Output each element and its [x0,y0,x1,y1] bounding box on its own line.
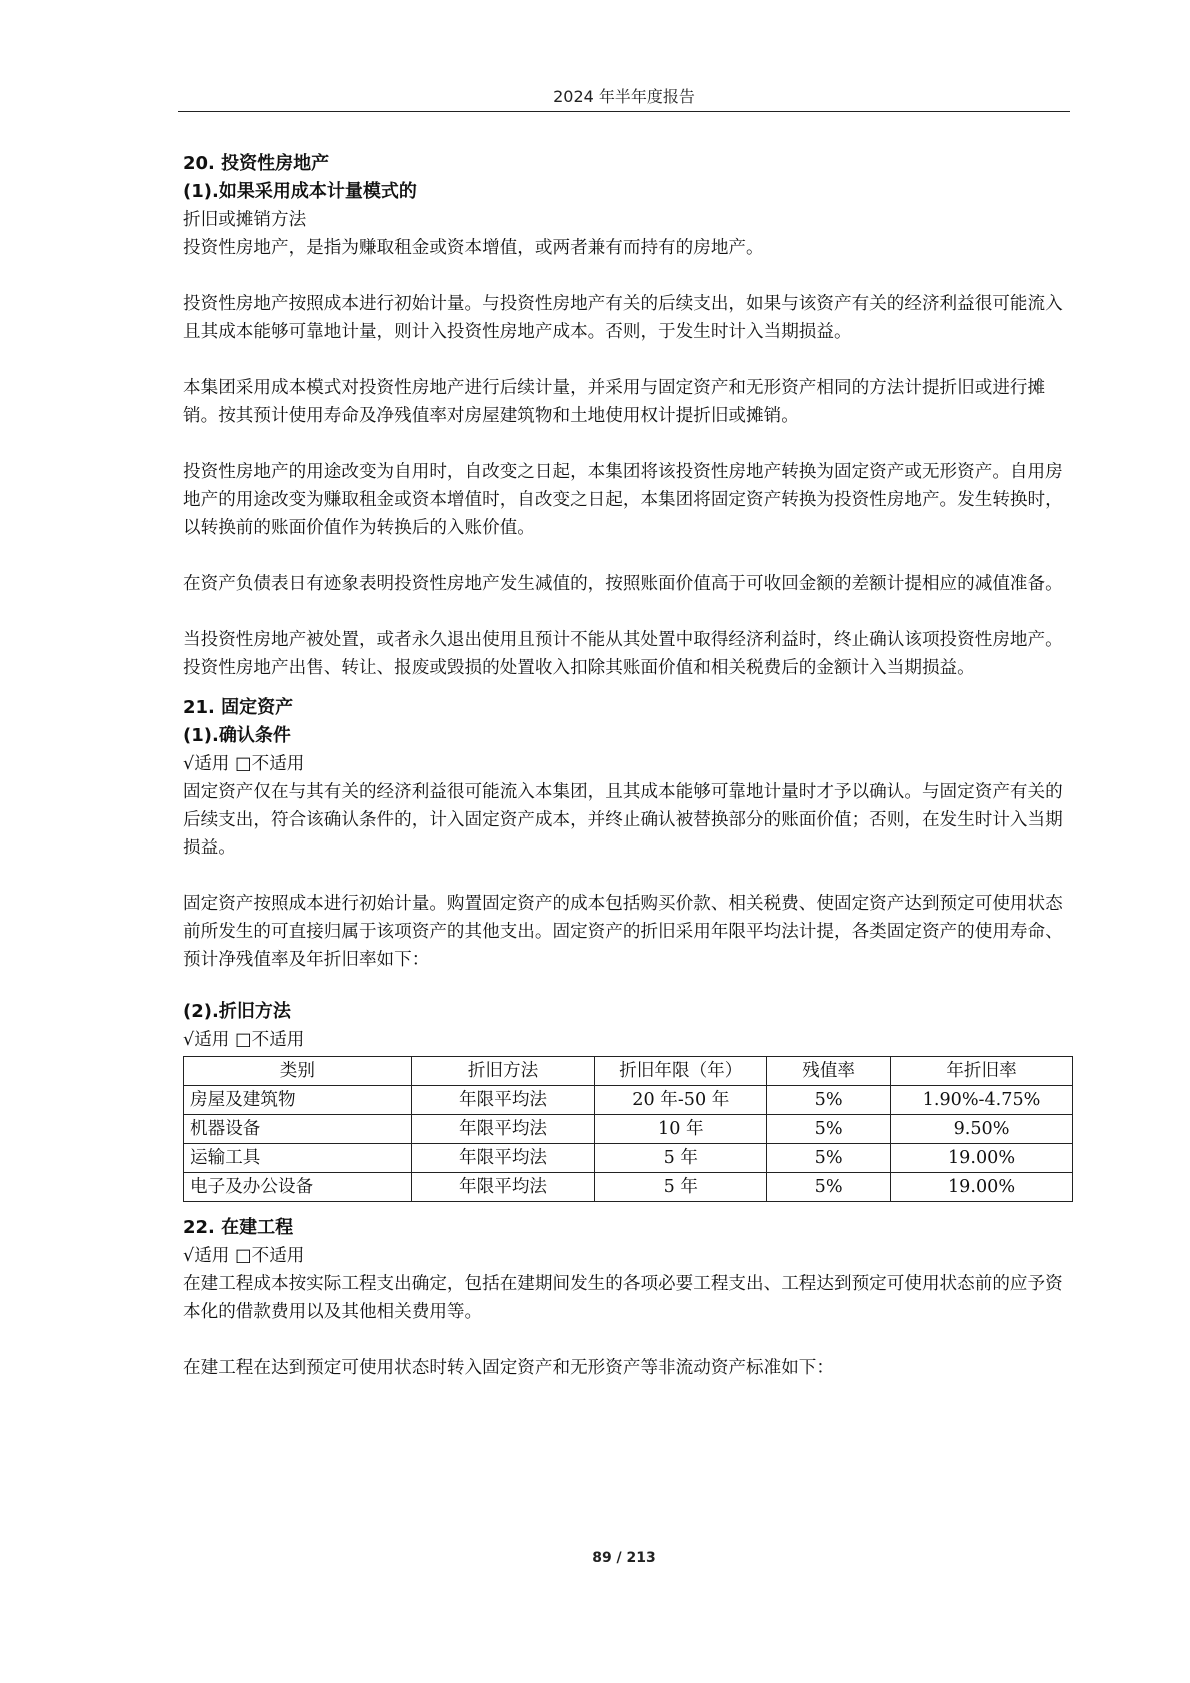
cell-residual: 5% [767,1086,891,1115]
page-content [183,150,1073,1382]
table-row [184,1115,1073,1144]
cell-method: 年限平均法 [411,1115,595,1144]
cell-rate: 9.50% [891,1115,1073,1144]
s20-paragraph-4: 投资性房地产的用途改变为自用时，自改变之日起，本集团将该投资性房地产转换为固定资产或无形资产。自用房地产的用途改变为赚取租金或资本增值时，自改变之日起，本集团将固定资产转换为投资性房地产。发生转换时，以转换前的账面价值作为转换后的入账价值。 [183,462,1063,538]
table-row [184,1173,1073,1202]
section-21-heading: 21. 固定资产 [183,697,294,718]
cell-rate: 19.00% [891,1144,1073,1173]
header-years: 折旧年限（年） [595,1057,767,1086]
applicable-check-1: √适用 □不适用 [183,754,305,774]
cell-method: 年限平均法 [411,1086,595,1115]
s22-paragraph-1: 在建工程成本按实际工程支出确定，包括在建期间发生的各项必要工程支出、工程达到预定可使用状态前的应予资本化的借款费用以及其他相关费用等。 [183,1274,1063,1322]
method-label: 折旧或摊销方法 [183,210,307,230]
cell-rate: 1.90%-4.75% [891,1086,1073,1115]
table-row [184,1086,1073,1115]
section-21-sub2: (2).折旧方法 [183,1001,291,1022]
header-residual: 残值率 [767,1057,891,1086]
page-number: 89 / 213 [592,1550,656,1566]
cell-category: 机器设备 [184,1115,412,1144]
s21-paragraph-2: 固定资产按照成本进行初始计量。购置固定资产的成本包括购买价款、相关税费、使固定资产达到预定可使用状态前所发生的可直接归属于该项资产的其他支出。固定资产的折旧采用年限平均法计提，各类固定资产的使用寿命、预计净残值率及年折旧率如下： [183,894,1063,970]
applicable-check-3: √适用 □不适用 [183,1246,305,1266]
cell-years: 5 年 [595,1173,767,1202]
header-rate: 年折旧率 [891,1057,1073,1086]
cell-residual: 5% [767,1115,891,1144]
cell-category: 运输工具 [184,1144,412,1173]
table-header-row [184,1057,1073,1086]
cell-years: 5 年 [595,1144,767,1173]
applicable-check-2: √适用 □不适用 [183,1030,305,1050]
section-20-heading: 20. 投资性房地产 [183,153,330,174]
header-category: 类别 [184,1057,412,1086]
cell-residual: 5% [767,1173,891,1202]
header-rule [178,111,1070,112]
page-header: 2024 年半年度报告 [553,87,695,106]
depreciation-table [183,1056,1073,1202]
s21-paragraph-1: 固定资产仅在与其有关的经济利益很可能流入本集团，且其成本能够可靠地计量时才予以确认。与固定资产有关的后续支出，符合该确认条件的，计入固定资产成本，并终止确认被替换部分的账面价值；否则，在发生时计入当期损益。 [183,782,1063,858]
header-method: 折旧方法 [411,1057,595,1086]
cell-method: 年限平均法 [411,1173,595,1202]
s20-paragraph-2: 投资性房地产按照成本进行初始计量。与投资性房地产有关的后续支出，如果与该资产有关的经济利益很可能流入且其成本能够可靠地计量，则计入投资性房地产成本。否则，于发生时计入当期损益。 [183,294,1063,342]
s22-paragraph-2: 在建工程在达到预定可使用状态时转入固定资产和无形资产等非流动资产标准如下： [183,1358,834,1378]
s20-paragraph-6: 当投资性房地产被处置，或者永久退出使用且预计不能从其处置中取得经济利益时，终止确认该项投资性房地产。投资性房地产出售、转让、报废或毁损的处置收入扣除其账面价值和相关税费后的金额计入当期损益。 [183,630,1063,678]
s20-paragraph-5: 在资产负债表日有迹象表明投资性房地产发生减值的，按照账面价值高于可收回金额的差额计提相应的减值准备。 [183,574,1063,594]
table-row [184,1144,1073,1173]
cell-method: 年限平均法 [411,1144,595,1173]
section-20-sub1: (1).如果采用成本计量模式的 [183,181,417,202]
s20-paragraph-3: 本集团采用成本模式对投资性房地产进行后续计量，并采用与固定资产和无形资产相同的方法计提折旧或进行摊销。按其预计使用寿命及净残值率对房屋建筑物和土地使用权计提折旧或摊销。 [183,378,1046,426]
section-22-heading: 22. 在建工程 [183,1217,294,1238]
cell-years: 10 年 [595,1115,767,1144]
cell-category: 房屋及建筑物 [184,1086,412,1115]
cell-residual: 5% [767,1144,891,1173]
cell-rate: 19.00% [891,1173,1073,1202]
cell-years: 20 年-50 年 [595,1086,767,1115]
cell-category: 电子及办公设备 [184,1173,412,1202]
s20-paragraph-1: 投资性房地产，是指为赚取租金或资本增值，或两者兼有而持有的房地产。 [183,238,764,258]
section-21-sub1: (1).确认条件 [183,725,291,746]
